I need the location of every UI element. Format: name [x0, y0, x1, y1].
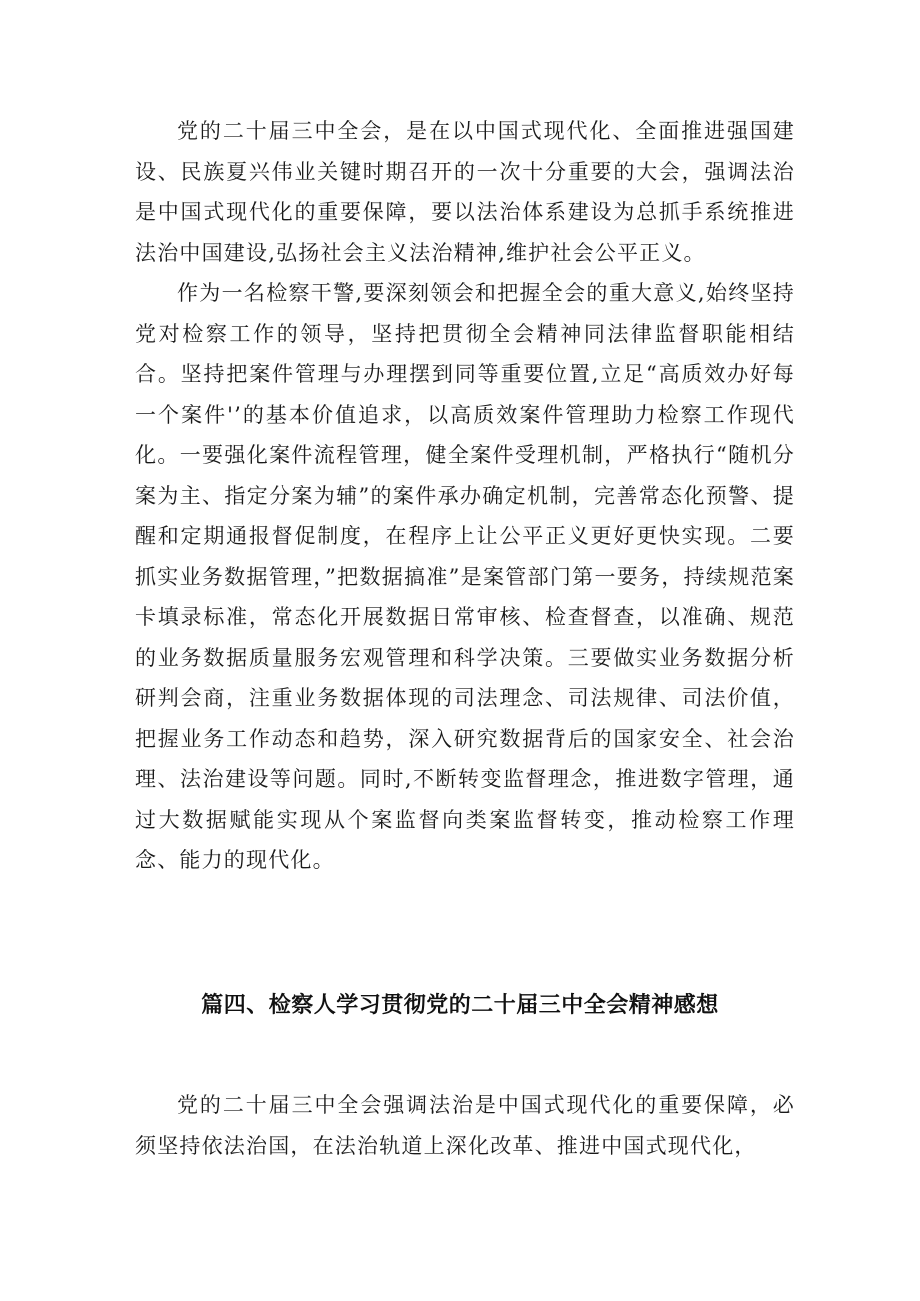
paragraph-2: 作为一名检察干警,要深刻领会和把握全会的重大意义,始终坚持党对检察工作的领导，坚持把贯彻全会精神同法律监督职能相结合。坚持把案件管理与办理摆到同等重要位置,立足“高质效办好每一个案件'’的基本价值追求，以高质效案件管理助力检察工作现代化。一要强化案件流程管理，健全案件受理机制，严格执行“随机分案为主、指定分案为辅”的案件承办确定机制，完善常态化预警、提醒和定期通报督促制度，在程序上让公平正义更好更快实现。二要抓实业务数据管理，”把数据搞准”是案管部门第一要务，持续规范案卡填录标准，常态化开展数据日常审核、检查督查，以准确、规范的业务数据质量服务宏观管理和科学决策。三要做实业务数据分析研判会商，注重业务数据体现的司法理念、司法规律、司法价值，把握业务工作动态和趋势，深入研究数据背后的国家安全、社会治理、法治建设等问题。同时,不断转变监督理念，推进数字管理，通过大数据赋能实现从个案监督向类案监督转变，推动检察工作理念、能力的现代化。 [135, 281, 795, 872]
paragraph-3: 党的二十届三中全会强调法治是中国式现代化的重要保障，必须坚持依法治国，在法治轨道上深化改革、推进中国式现代化， [135, 1093, 795, 1158]
paragraph-1: 党的二十届三中全会，是在以中国式现代化、全面推进强国建设、民族夏兴伟业关键时期召开的一次十分重要的大会，强调法治是中国式现代化的重要保障，要以法治体系建设为总抓手系统推进法治中国建设,弘扬社会主义法治精神,维护社会公平正义。 [135, 119, 795, 265]
section-heading: 篇四、检察人学习贯彻党的二十届三中全会精神感想 [201, 993, 719, 1018]
